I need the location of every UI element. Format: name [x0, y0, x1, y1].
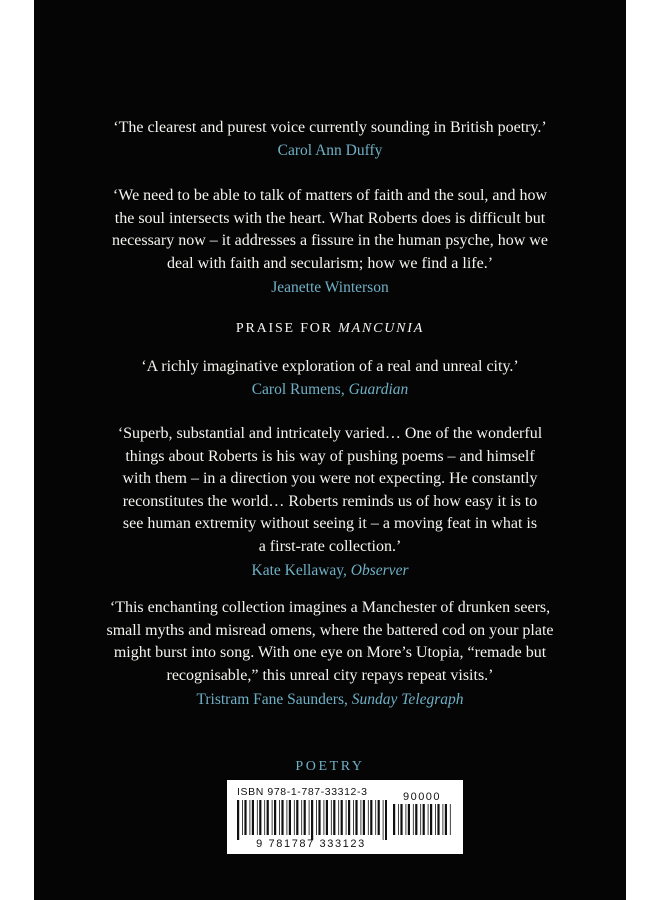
- quote-line: ‘The clearest and purest voice currently sounding in British poetry.’: [113, 119, 547, 136]
- praise-heading-prefix: PRAISE FOR: [235, 321, 339, 336]
- praise-heading-title: MANCUNIA: [338, 321, 425, 336]
- isbn-barcode: [227, 780, 463, 854]
- quote-line: ‘A richly imaginative exploration of a real and unreal city.’: [141, 358, 519, 375]
- quote-line: a first-rate collection.’: [258, 537, 402, 555]
- quote-line: deal with faith and secularism; how we find a life.’: [166, 254, 494, 272]
- quote-block: [34, 597, 626, 711]
- quote-line: ‘We need to be able to talk of matters of faith and the soul, and how: [112, 187, 548, 204]
- quote-line: necessary now – it addresses a fissure in the human psyche, how we: [112, 232, 548, 249]
- quote-source: Guardian: [348, 380, 409, 398]
- quote-author: Jeanette Winterson: [271, 279, 389, 296]
- quote-author: Carol Rumens, Guardian: [251, 380, 409, 398]
- back-cover: [34, 0, 626, 900]
- ean-barcode-bars: [237, 800, 387, 840]
- quote-block: [34, 117, 626, 162]
- quote-line: recognisable,” this unreal city repays repeat visits.’: [166, 666, 494, 684]
- praise-heading: [34, 319, 626, 339]
- quote-source: Observer: [350, 562, 409, 579]
- quote-line: ‘Superb, substantial and intricately varied… One of the wonderful: [117, 425, 543, 442]
- quote-line: see human extremity without seeing it – a moving feat in what is: [122, 515, 538, 532]
- addon-digits: 90000: [402, 791, 442, 803]
- quote-line: the soul intersects with the heart. What Roberts does is difficult but: [114, 209, 546, 227]
- quote-author: Tristram Fane Saunders, Sunday Telegraph: [196, 691, 464, 708]
- quote-line: small myths and misread omens, where the battered cod on your plate: [106, 621, 554, 639]
- quote-block: [34, 423, 626, 582]
- quote-block: [34, 356, 626, 401]
- quote-author: Kate Kellaway, Observer: [251, 562, 409, 579]
- category-label: POETRY: [295, 759, 365, 774]
- quote-line: with them – in a direction you were not expecting. He constantly: [122, 470, 538, 487]
- isbn-label: ISBN 978-1-787-33312-3: [237, 786, 368, 798]
- addon-barcode-bars: [393, 804, 451, 840]
- quote-line: reconstitutes the world… Roberts reminds us of how easy it is to: [122, 492, 538, 510]
- quote-line: things about Roberts is his way of pushing poems – and himself: [125, 447, 535, 465]
- quote-source: Sunday Telegraph: [351, 691, 464, 708]
- quote-block: [34, 185, 626, 299]
- ean-digits: 9 781787 333123: [256, 838, 366, 850]
- quote-line: might burst into song. With one eye on More’s Utopia, “remade but: [113, 644, 547, 661]
- quote-author: Carol Ann Duffy: [277, 141, 383, 159]
- quote-line: ‘This enchanting collection imagines a Manchester of drunken seers,: [109, 599, 551, 616]
